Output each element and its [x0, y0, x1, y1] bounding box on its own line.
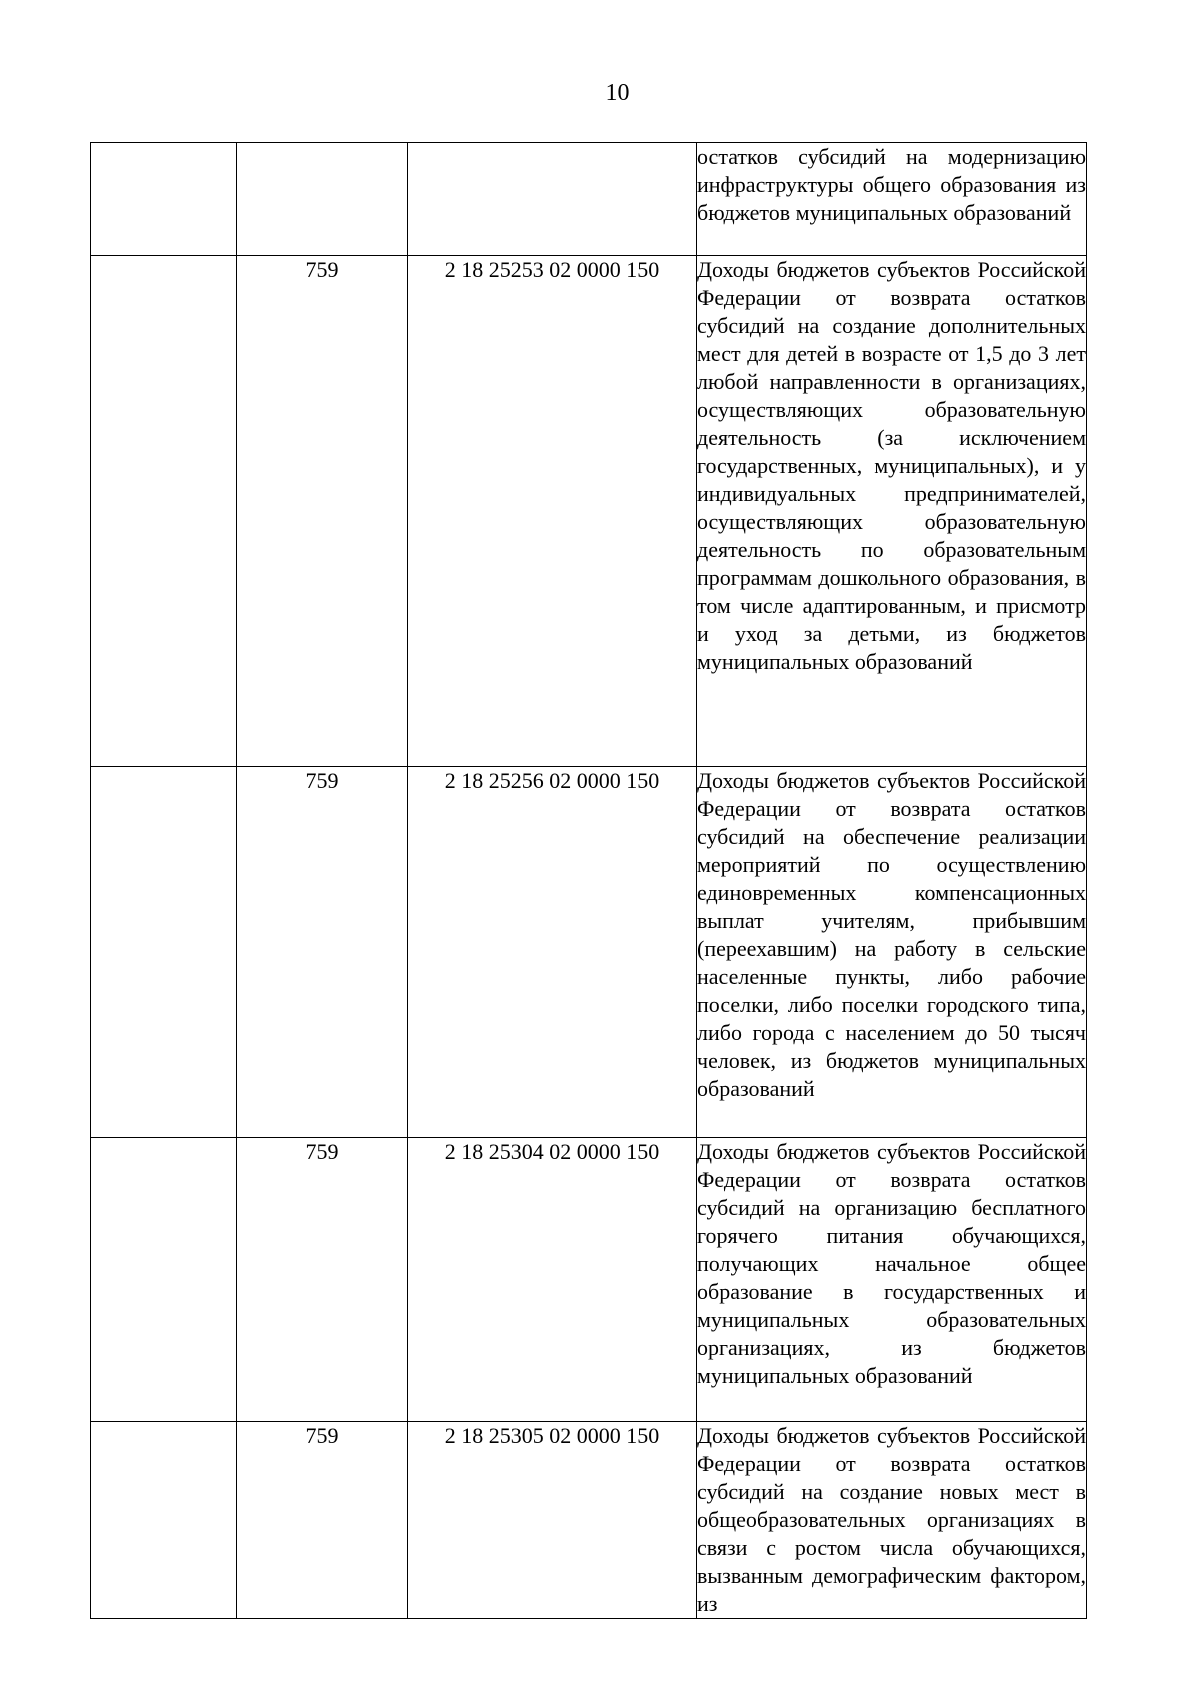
page-number: 10: [605, 80, 630, 106]
table-row: [91, 143, 1087, 256]
admin-code-cell: [237, 143, 408, 256]
description-cell: Доходы бюджетов субъектов Российской Федерации от возврата остатков субсидий на обеспечение реализации мероприятий по осуществлению единовременных компенсационных выплат учителям, прибывшим (переехавшим) на работу в сельские населенные пункты, либо рабочие поселки, либо поселки городского типа, либо города с населением до 50 тысяч человек, из бюджетов муниципальных образований: [697, 767, 1087, 1138]
description-cell: остатков субсидий на модернизацию инфраструктуры общего образования из бюджетов муниципальных образований: [697, 143, 1087, 256]
table-row: [91, 1422, 1087, 1619]
empty-cell: [91, 143, 237, 256]
budget-codes-table: [90, 142, 1087, 1619]
kbk-code-cell: 2 18 25256 02 0000 150: [408, 767, 697, 1138]
kbk-code-cell: [408, 143, 697, 256]
empty-cell: [91, 767, 237, 1138]
admin-code-cell: 759: [237, 1138, 408, 1422]
admin-code-cell: 759: [237, 1422, 408, 1619]
description-cell: Доходы бюджетов субъектов Российской Федерации от возврата остатков субсидий на создание новых мест в общеобразовательных организациях в связи с ростом числа обучающихся, вызванным демографическим фактором, из: [697, 1422, 1087, 1619]
table-row: [91, 1138, 1087, 1422]
admin-code-cell: 759: [237, 256, 408, 767]
description-cell: Доходы бюджетов субъектов Российской Федерации от возврата остатков субсидий на создание дополнительных мест для детей в возрасте от 1,5 до 3 лет любой направленности в организациях, осуществляющих образовательную деятельность (за исключением государственных, муниципальных), и у индивидуальных предпринимателей, осуществляющих образовательную деятельность по образовательным программам дошкольного образования, в том числе адаптированным, и присмотр и уход за детьми, из бюджетов муниципальных образований: [697, 256, 1087, 767]
admin-code-cell: 759: [237, 767, 408, 1138]
empty-cell: [91, 1422, 237, 1619]
table-row: [91, 256, 1087, 767]
description-cell: Доходы бюджетов субъектов Российской Федерации от возврата остатков субсидий на организацию бесплатного горячего питания обучающихся, получающих начальное общее образование в государственных и муниципальных образовательных организациях, из бюджетов муниципальных образований: [697, 1138, 1087, 1422]
empty-cell: [91, 1138, 237, 1422]
kbk-code-cell: 2 18 25304 02 0000 150: [408, 1138, 697, 1422]
kbk-code-cell: 2 18 25305 02 0000 150: [408, 1422, 697, 1619]
table-row: [91, 767, 1087, 1138]
kbk-code-cell: 2 18 25253 02 0000 150: [408, 256, 697, 767]
empty-cell: [91, 256, 237, 767]
